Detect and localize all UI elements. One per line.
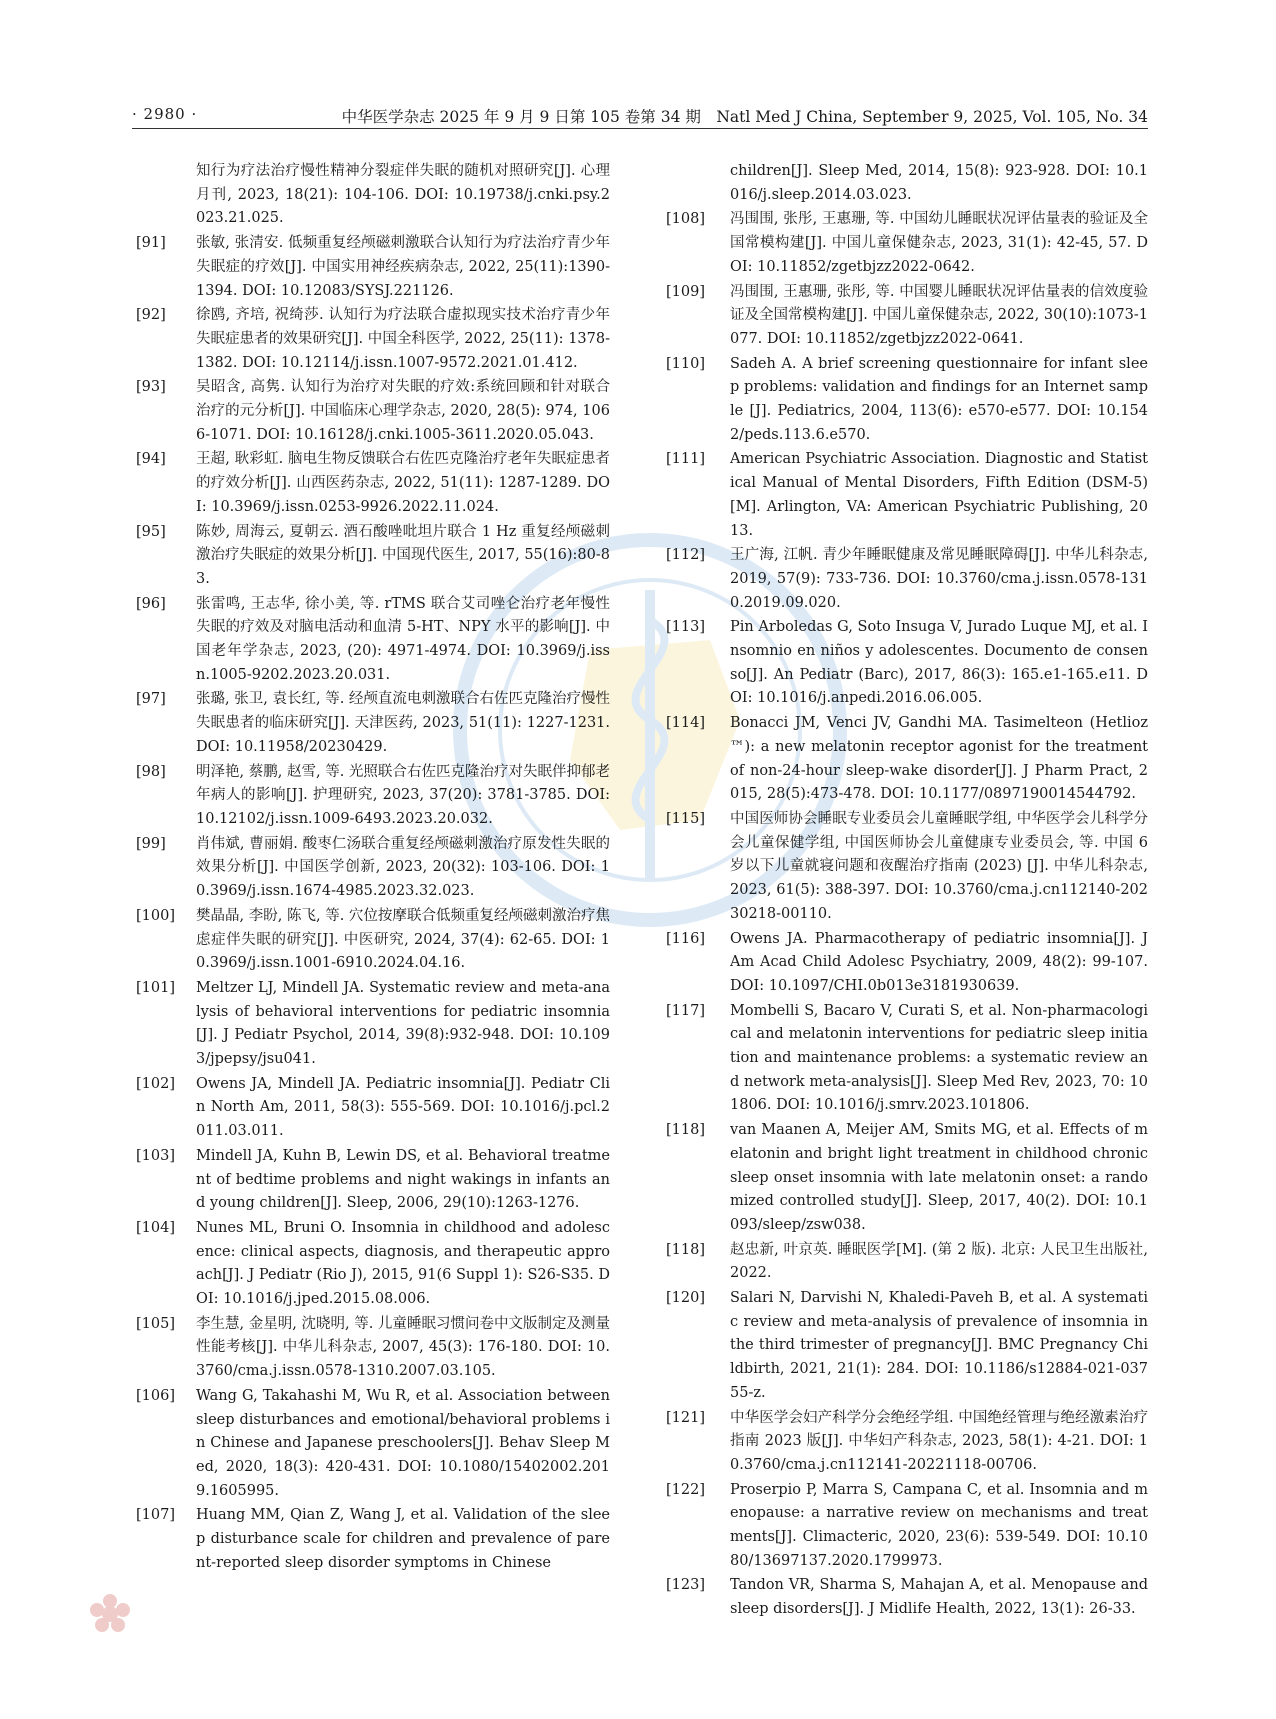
- reference-number: [120]: [666, 1290, 705, 1307]
- reference-item: [132, 688, 610, 759]
- publisher-logo-watermark: [88, 1590, 568, 1640]
- reference-number: [116]: [666, 930, 705, 947]
- reference-text: American Psychiatric Association. Diagnostic and Statistical Manual of Mental Disorders, Fifth Edition (DSM-5) [M]. Arlington, VA: American Psychiatric Publishing, 2013.: [730, 451, 1148, 539]
- reference-item: [132, 977, 610, 1072]
- reference-number: [118]: [666, 1241, 705, 1258]
- reference-text: Nunes ML, Bruni O. Insomnia in childhood and adolescence: clinical aspects, diagnosis, and therapeutic approach[J]. J Pediatr (Rio J), 2015, 91(6 Suppl 1): S26-S35. DOI: 10.1016/j.jped.2015.08.006.: [196, 1219, 610, 1308]
- reference-text: Proserpio P, Marra S, Campana C, et al. Insomnia and menopause: a narrative review on mechanisms and treatments[J]. Climacteric, 2020, 23(6): 539-549. DOI: 10.1080/13697137.2020.1799973.: [730, 1481, 1148, 1569]
- reference-text: 王超, 耿彩虹. 脑电生物反馈联合右佐匹克隆治疗老年失眠症患者的疗效分析[J]. 山西医药杂志, 2022, 51(11): 1287-1289. DOI: 10.3969/j.issn.0253-9926.2022.11.024.: [196, 451, 610, 515]
- reference-item: [132, 905, 610, 976]
- reference-text: Mindell JA, Kuhn B, Lewin DS, et al. Behavioral treatment of bedtime problems and night wakings in infants and young children[J]. Sleep, 2006, 29(10):1263-1276.: [196, 1147, 610, 1212]
- reference-item: [132, 521, 610, 592]
- reference-item: [132, 1385, 610, 1504]
- reference-item: [132, 1145, 610, 1216]
- reference-number: [99]: [136, 835, 166, 852]
- reference-item: [132, 593, 610, 688]
- page-header: [132, 99, 1148, 129]
- reference-item: [666, 928, 1148, 999]
- reference-item: [666, 544, 1148, 615]
- reference-text: 张雷鸣, 王志华, 徐小美, 等. rTMS 联合艾司唑仑治疗老年慢性失眠的疗效及对脑电活动和血清 5-HT、NPY 水平的影响[J]. 中国老年学杂志, 2023, (20): 4971-4974. DOI: 10.3969/j.issn.1005-9202.2023.20.031.: [196, 595, 610, 683]
- reference-text: Owens JA. Pharmacotherapy of pediatric insomnia[J]. J Am Acad Child Adolesc Psychiatry, 2009, 48(2): 99-107. DOI: 10.1097/CHI.0b013e3181930639.: [730, 930, 1148, 994]
- reference-number: [115]: [666, 810, 705, 827]
- reference-item: [666, 1239, 1148, 1286]
- reference-text: van Maanen A, Meijer AM, Smits MG, et al. Effects of melatonin and bright light treatment in childhood chronic sleep onset insomnia with late melatonin onset: a randomized controlled study[J]. Sleep, 2017, 40(2). DOI: 10.1093/sleep/zsw038.: [730, 1122, 1148, 1233]
- reference-number: [108]: [666, 211, 705, 228]
- reference-text: 陈妙, 周海云, 夏朝云. 酒石酸唑吡坦片联合 1 Hz 重复经颅磁刺激治疗失眠症的效果分析[J]. 中国现代医生, 2017, 55(16):80-83.: [196, 523, 610, 587]
- flower-logo-icon: [88, 1592, 132, 1636]
- reference-text: 赵忠新, 叶京英. 睡眠医学[M]. (第 2 版). 北京: 人民卫生出版社, 2022.: [730, 1241, 1148, 1282]
- reference-text: 徐鸥, 齐培, 祝绮莎. 认知行为疗法联合虚拟现实技术治疗青少年失眠症患者的效果研究[J]. 中国全科医学, 2022, 25(11): 1378-1382. DOI: 10.12114/j.issn.1007-9572.2021.01.412.: [196, 307, 610, 371]
- reference-text: 中华医学会妇产科学分会绝经学组. 中国绝经管理与绝经激素治疗指南 2023 版[J]. 中华妇产科杂志, 2023, 58(1): 4-21. DOI: 10.3760/cma.j.cn112141-20221118-00706.: [730, 1409, 1148, 1473]
- reference-text: 明泽艳, 蔡鹏, 赵雪, 等. 光照联合右佐匹克隆治疗对失眠伴抑郁老年病人的影响[J]. 护理研究, 2023, 37(20): 3781-3785. DOI: 10.12102/j.issn.1009-6493.2023.20.032.: [196, 763, 610, 827]
- reference-text: 张璐, 张卫, 袁长红, 等. 经颅直流电刺激联合右佐匹克隆治疗慢性失眠患者的临床研究[J]. 天津医药, 2023, 51(11): 1227-1231. DOI: 10.11958/20230429.: [196, 691, 610, 755]
- right-column: [666, 160, 1148, 1623]
- reference-text: 李生慧, 金星明, 沈晓明, 等. 儿童睡眠习惯问卷中文版制定及测量性能考核[J]. 中华儿科杂志, 2007, 45(3): 176-180. DOI: 10.3760/cma.j.issn.0578-1310.2007.03.105.: [196, 1315, 610, 1380]
- reference-item: [666, 1574, 1148, 1621]
- reference-item: [666, 281, 1148, 352]
- reference-item: [666, 353, 1148, 448]
- reference-text: Meltzer LJ, Mindell JA. Systematic review and meta-analysis of behavioral interventions for pediatric insomnia[J]. J Pediatr Psychol, 2014, 39(8):932-948. DOI: 10.1093/jpepsy/jsu041.: [196, 979, 610, 1068]
- reference-number: [96]: [136, 595, 166, 612]
- reference-text: Bonacci JM, Venci JV, Gandhi MA. Tasimelteon (Hetlioz™): a new melatonin receptor agonist for the treatment of non-24-hour sleep-wake disorder[J]. J Pharm Pract, 2015, 28(5):473-478. DOI: 10.1177/0897190014544792.: [730, 715, 1148, 803]
- reference-item: [132, 376, 610, 447]
- reference-item: [666, 1119, 1148, 1238]
- reference-item: [666, 712, 1148, 807]
- reference-item: [132, 833, 610, 904]
- reference-text: 王广海, 江帆. 青少年睡眠健康及常见睡眠障碍[J]. 中华儿科杂志, 2019, 57(9): 733-736. DOI: 10.3760/cma.j.issn.0578-1310.2019.09.020.: [730, 547, 1148, 611]
- reference-item: [666, 616, 1148, 711]
- reference-number: [109]: [666, 283, 705, 300]
- reference-text: Salari N, Darvishi N, Khaledi-Paveh B, et al. A systematic review and meta-analysis of prevalence of insomnia in the third trimester of pregnancy[J]. BMC Pregnancy Childbirth, 2021, 21(1): 284. DOI: 10.1186/s12884-021-03755-z.: [730, 1290, 1148, 1401]
- reference-item: [132, 304, 610, 375]
- reference-item: [132, 761, 610, 832]
- reference-item: [132, 1313, 610, 1384]
- reference-number: [111]: [666, 451, 705, 468]
- reference-number: [95]: [136, 523, 166, 540]
- reference-item: [666, 1479, 1148, 1574]
- reference-item: [666, 1287, 1148, 1406]
- page-number: · 2980 ·: [132, 105, 198, 123]
- reference-text: 肖伟斌, 曹丽娟. 酸枣仁汤联合重复经颅磁刺激治疗原发性失眠的效果分析[J]. 中国医学创新, 2023, 20(32): 103-106. DOI: 10.3969/j.issn.1674-4985.2023.32.023.: [196, 835, 610, 900]
- reference-text: 中国医师协会睡眠专业委员会儿童睡眠学组, 中华医学会儿科学分会儿童保健学组, 中国医师协会儿童健康专业委员会, 等. 中国 6 岁以下儿童就寝问题和夜醒治疗指南 (2023) [J]. 中华儿科杂志, 2023, 61(5): 388-397. DOI: 10.3760/cma.j.cn112140-20230218-00110.: [730, 810, 1148, 922]
- reference-text: Mombelli S, Bacaro V, Curati S, et al. Non-pharmacological and melatonin interventions for pediatric sleep initiation and maintenance problems: a systematic review and network meta-analysis[J]. Sleep Med Rev, 2023, 70: 101806. DOI: 10.1016/j.smrv.2023.101806.: [730, 1002, 1148, 1114]
- reference-number: [101]: [136, 979, 175, 996]
- journal-citation-header: 中华医学杂志 2025 年 9 月 9 日第 105 卷第 34 期 Natl Med J China, September 9, 2025, Vol. 105, No. 34: [341, 108, 1148, 126]
- reference-number: [121]: [666, 1409, 705, 1426]
- reference-number: [92]: [136, 307, 166, 324]
- reference-number: [112]: [666, 547, 705, 564]
- reference-number: [97]: [136, 691, 166, 708]
- reference-text: Pin Arboledas G, Soto Insuga V, Jurado Luque MJ, et al. Insomnio en niños y adolescentes. Documento de consenso[J]. An Pediatr (Barc), 2017, 86(3): 165.e1-165.e11. DOI: 10.1016/j.anpedi.2016.06.005.: [730, 619, 1148, 707]
- reference-item: [666, 808, 1148, 927]
- reference-number: [100]: [136, 907, 175, 924]
- reference-number: [113]: [666, 619, 705, 636]
- reference-number: [104]: [136, 1219, 175, 1236]
- reference-item: [666, 1407, 1148, 1478]
- reference-item: [666, 1000, 1148, 1119]
- left-column: [132, 160, 610, 1576]
- reference-number: [102]: [136, 1075, 175, 1092]
- reference-number: [114]: [666, 715, 705, 732]
- reference-text: Owens JA, Mindell JA. Pediatric insomnia[J]. Pediatr Clin North Am, 2011, 58(3): 555-569. DOI: 10.1016/j.pcl.2011.03.011.: [196, 1075, 610, 1140]
- reference-text: 冯围围, 王惠珊, 张彤, 等. 中国婴儿睡眠状况评估量表的信效度验证及全国常模构建[J]. 中国儿童保健杂志, 2022, 30(10):1073-1077. DOI: 10.11852/zgetbjzz2022-0641.: [730, 283, 1148, 347]
- reference-text: 吴昭含, 高隽. 认知行为治疗对失眠的疗效:系统回顾和针对联合治疗的元分析[J]. 中国临床心理学杂志, 2020, 28(5): 974, 1066-1071. DOI: 10.16128/j.cnki.1005-3611.2020.05.043.: [196, 379, 610, 443]
- reference-continuation: 知行为疗法治疗慢性精神分裂症伴失眠的随机对照研究[J]. 心理月刊, 2023, 18(21): 104-106. DOI: 10.19738/j.cnki.psy.2023.21.025.: [196, 163, 610, 227]
- reference-item: [132, 1217, 610, 1312]
- reference-number: [98]: [136, 763, 166, 780]
- reference-number: [110]: [666, 355, 705, 372]
- reference-text: Tandon VR, Sharma S, Mahajan A, et al. Menopause and sleep disorders[J]. J Midlife Health, 2022, 13(1): 26-33.: [730, 1577, 1148, 1618]
- reference-number: [118]: [666, 1122, 705, 1139]
- reference-number: [91]: [136, 235, 166, 252]
- reference-continuation: children[J]. Sleep Med, 2014, 15(8): 923-928. DOI: 10.1016/j.sleep.2014.03.023.: [730, 163, 1148, 203]
- reference-number: [94]: [136, 451, 166, 468]
- reference-item: [132, 1504, 610, 1575]
- reference-number: [117]: [666, 1002, 705, 1019]
- reference-number: [105]: [136, 1315, 175, 1332]
- reference-text: 樊晶晶, 李盼, 陈飞, 等. 穴位按摩联合低频重复经颅磁刺激治疗焦虑症伴失眠的研究[J]. 中医研究, 2024, 37(4): 62-65. DOI: 10.3969/j.issn.1001-6910.2024.04.16.: [196, 907, 610, 972]
- reference-number: [122]: [666, 1481, 705, 1498]
- reference-number: [123]: [666, 1577, 705, 1594]
- header-rule: [132, 128, 1148, 129]
- reference-text: Sadeh A. A brief screening questionnaire for infant sleep problems: validation and findings for an Internet sample [J]. Pediatrics, 2004, 113(6): e570-e577. DOI: 10.1542/peds.113.6.e570.: [730, 355, 1148, 443]
- reference-text: 张敏, 张清安. 低频重复经颅磁刺激联合认知行为疗法治疗青少年失眠症的疗效[J]. 中国实用神经疾病杂志, 2022, 25(11):1390-1394. DOI: 10.12083/SYSJ.221126.: [196, 235, 610, 299]
- reference-number: [107]: [136, 1507, 175, 1524]
- reference-item: [132, 232, 610, 303]
- reference-text: Wang G, Takahashi M, Wu R, et al. Association between sleep disturbances and emotional/behavioral problems in Chinese and Japanese preschoolers[J]. Behav Sleep Med, 2020, 18(3): 420-431. DOI: 10.1080/15402002.2019.1605995.: [196, 1387, 610, 1499]
- reference-number: [103]: [136, 1147, 175, 1164]
- reference-item: [666, 448, 1148, 543]
- reference-text: 冯围围, 张彤, 王惠珊, 等. 中国幼儿睡眠状况评估量表的验证及全国常模构建[J]. 中国儿童保健杂志, 2023, 31(1): 42-45, 57. DOI: 10.11852/zgetbjzz2022-0642.: [730, 211, 1148, 275]
- reference-number: [93]: [136, 379, 166, 396]
- reference-item: [132, 448, 610, 519]
- reference-text: Huang MM, Qian Z, Wang J, et al. Validation of the sleep disturbance scale for children and prevalence of parent-reported sleep disorder symptoms in Chinese: [196, 1507, 610, 1571]
- reference-item: [666, 208, 1148, 279]
- reference-number: [106]: [136, 1387, 175, 1404]
- reference-item: [132, 1073, 610, 1144]
